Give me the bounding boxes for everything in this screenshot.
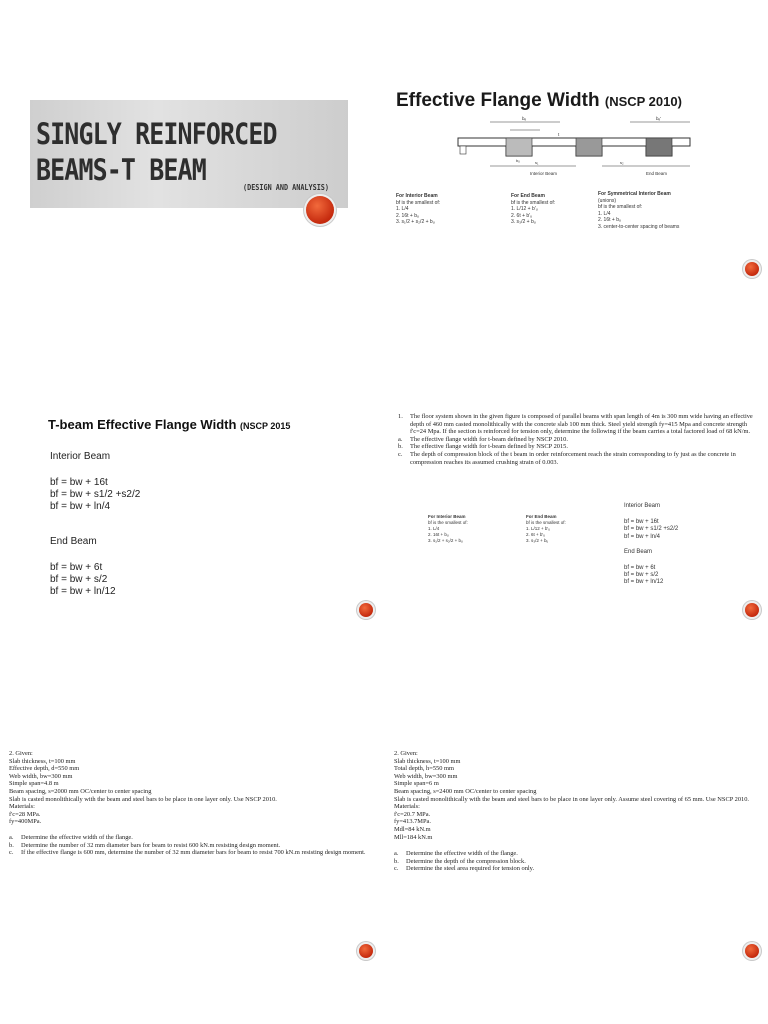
label-interior-beam: Interior Beam <box>530 171 558 176</box>
decorative-circle-icon <box>745 944 759 958</box>
line: Effective depth, d=550 mm <box>9 765 80 773</box>
decorative-circle-icon <box>359 944 373 958</box>
equation: bf = bw + ln/12 <box>50 586 116 597</box>
decorative-circle-icon <box>306 196 334 224</box>
line: 2. Given: <box>394 750 418 757</box>
heading: For Symmetrical Interior Beam <box>598 191 671 197</box>
end-beam-heading: End Beam <box>50 536 97 547</box>
slide-4 <box>384 341 768 682</box>
problem-2-questions <box>9 834 369 857</box>
decorative-circle-icon <box>359 603 373 617</box>
label-bw: bᵤ <box>516 158 520 163</box>
line: Slab thickness, t=100 mm <box>394 757 461 765</box>
question-b: b. Determine the depth of the compression block. <box>394 857 526 865</box>
equation: bf = bw + 6t <box>50 562 103 573</box>
question-a: a. Determine the effective width of the flange. <box>9 834 133 841</box>
title-text: T-beam Effective Flange Width <box>48 417 237 432</box>
line: Materials: <box>394 803 420 811</box>
item: 2. 16t + bᵤ <box>428 532 449 537</box>
question-b: b. The effective flange width for t-beam defined by NSCP 2015. <box>398 443 568 451</box>
slide-1 <box>0 0 384 341</box>
line: Simple span=6 m <box>394 780 439 788</box>
heading-2: (unions) <box>598 197 617 204</box>
line: Mll=184 kN.m <box>394 833 433 841</box>
end-beam-equations <box>50 562 116 598</box>
nscp-2015-equations <box>624 503 678 587</box>
intro: bf is the smallest of: <box>396 199 441 206</box>
question-a: a. Determine the effective width of the flange. <box>394 850 518 857</box>
label-t: t <box>558 132 560 137</box>
line: Slab thickness, t=100 mm <box>9 757 76 765</box>
interior-heading: Interior Beam <box>624 503 661 509</box>
symmetrical-beam-formulas <box>598 191 728 230</box>
item: 3. s₃/2 + bᵤ <box>511 219 536 225</box>
slide-3 <box>0 341 384 682</box>
line: f'c=28 MPa. <box>9 810 41 818</box>
title-line-2: BEAMS-T BEAM <box>36 153 206 187</box>
question-c: c. If the effective flange is 600 mm, determine the number of 32 mm diameter bars for beam to resist 700 kN.m resisting design moment. <box>9 849 366 857</box>
item: 2. 6t + b'ᵤ <box>511 212 533 219</box>
problem-2-given <box>9 750 369 826</box>
interior-beam-formulas <box>428 514 518 544</box>
heading: For End Beam <box>511 193 545 199</box>
item: 1. L/12 + b'ᵤ <box>511 206 538 212</box>
slide-1-title <box>36 116 320 188</box>
slide-3-title <box>48 417 290 432</box>
label-s1: s₁ <box>535 160 539 165</box>
intro: bf is the smallest of: <box>511 199 556 206</box>
interior-beam-heading: Interior Beam <box>50 451 111 462</box>
line: Web width, bw=300 mm <box>9 772 73 780</box>
line: fy=400MPa. <box>9 818 42 826</box>
interior-beam-equations <box>50 477 140 513</box>
line: Beam spacing, s=2000 mm OC/center to center spacing <box>9 787 152 795</box>
interior-beam-formulas <box>396 193 496 226</box>
item: 2. 16t + bᵤ <box>598 217 621 223</box>
title-line-1: SINGLY REINFORCED <box>36 117 277 151</box>
line: fy=413.7MPa. <box>394 818 431 826</box>
item: 3. s₁/2 + s₂/2 + bᵤ <box>428 538 463 543</box>
slide-2-title <box>396 90 682 112</box>
question-a: a. The effective flange width for t-beam defined by NSCP 2010. <box>398 435 568 443</box>
equation: bf = bw + ln/4 <box>624 533 661 540</box>
title-text: Effective Flange Width <box>396 90 600 111</box>
item: 3. s₃/2 + bᵤ <box>526 538 549 543</box>
item: 1. L/12 + b'ᵤ <box>526 526 550 531</box>
heading: For End Beam <box>526 514 557 519</box>
item: 1. L/4 <box>428 526 440 531</box>
slide-2 <box>384 0 768 341</box>
line: Mdl=84 kN.m <box>394 825 431 833</box>
slide-1-subtitle: (DESIGN AND ANALYSIS) <box>243 183 329 192</box>
question-c: c. The depth of compression block of the t beam in order reinforcement reach the strain corresponding to fy just as the concrete in compression reaches its assumed crushing strain of 0.003. <box>398 450 736 466</box>
problem-statement: 1. The floor system shown in the given figure is composed of parallel beams with span length of 4m is 300 mm wide having an effective depth of 460 mm casted monolithically with the concrete slab 100 mm thick. Steel yield strength fy=415 Mpa and concrete strength f'c=24 Mpa. If the section is reinforced for tension only, determine the following if the beam carries a total factored load of 68 kN/m. <box>398 413 753 436</box>
label-bf-right: bₑ' <box>656 116 662 121</box>
line: 2. Given: <box>9 750 33 757</box>
equation: bf = bw + s1/2 +s2/2 <box>50 489 141 500</box>
equation: bf = bw + 6t <box>624 565 656 572</box>
label-end-beam: End Beam <box>646 171 668 176</box>
heading: For Interior Beam <box>428 514 466 519</box>
equation: bf = bw + ln/4 <box>50 501 111 512</box>
question-b: b. Determine the number of 32 mm diameter bars for beam to resist 600 kN.m resisting design moment. <box>9 841 281 849</box>
end-heading: End Beam <box>624 548 653 555</box>
slide-5 <box>0 682 384 1023</box>
item: 3. s₁/2 + s₂/2 + bᵤ <box>396 219 435 225</box>
line: Total depth, h=550 mm <box>394 765 454 773</box>
item: 1. L/4 <box>598 210 611 217</box>
line: Web width, bw=300 mm <box>394 772 458 780</box>
equation: bf = bw + s/2 <box>50 574 108 585</box>
intro: bf is the smallest of: <box>526 520 566 525</box>
equation: bf = bw + ln/12 <box>624 579 664 586</box>
equation: bf = bw + s/2 <box>624 572 659 579</box>
t-beam-diagram <box>450 112 710 178</box>
item: 3. center-to-center spacing of beams <box>598 223 680 230</box>
intro: bf is the smallest of: <box>428 520 468 525</box>
line: Materials: <box>9 803 35 811</box>
problem-1 <box>398 413 760 466</box>
title-code: (NSCP 2010) <box>604 94 682 109</box>
intro: bf is the smallest of: <box>598 204 643 210</box>
equation: bf = bw + 16t <box>624 519 659 526</box>
problem-3-questions <box>394 850 756 873</box>
line: f'c=20.7 MPa. <box>394 810 431 818</box>
line: Slab is casted monolithically with the beam and steel bars to be place in one layer only. Use NSCP 2010. <box>9 795 277 803</box>
problem-3-given <box>394 750 756 841</box>
item: 1. L/4 <box>396 206 409 212</box>
line: Beam spacing, s=2400 mm OC/center to center spacing <box>394 787 537 795</box>
slide-6 <box>384 682 768 1023</box>
end-beam-formulas <box>511 193 611 226</box>
question-c: c. Determine the steel area required for tension only. <box>394 865 535 873</box>
end-beam-formulas <box>526 514 616 544</box>
decorative-circle-icon <box>745 262 759 276</box>
item: 2. 16t + bᵤ <box>396 212 419 219</box>
label-bf-left: bₑ <box>522 116 527 121</box>
equation: bf = bw + 16t <box>50 477 108 488</box>
equation: bf = bw + s1/2 +s2/2 <box>624 526 679 533</box>
line: Simple span=4.8 m <box>9 780 59 788</box>
title-code: (NSCP 2015 <box>240 421 291 431</box>
line: Slab is casted monolithically with the beam and steel bars to be place in one layer only. Assume steel covering of 65 mm. Use NSCP 2010. <box>394 795 750 803</box>
heading: For Interior Beam <box>396 193 438 199</box>
item: 2. 6t + b'ᵤ <box>526 532 545 537</box>
decorative-circle-icon <box>745 603 759 617</box>
label-s2: s₂ <box>620 160 624 165</box>
